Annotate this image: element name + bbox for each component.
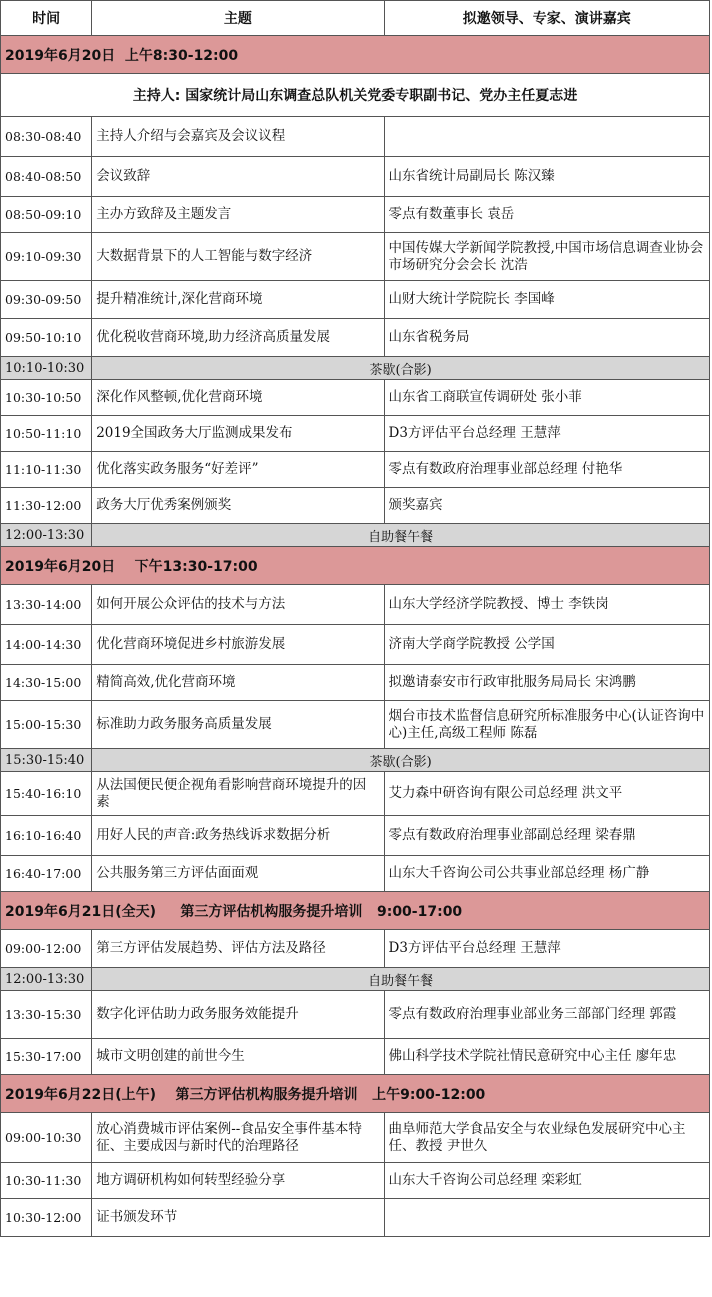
session-time: 08:40-08:50 <box>1 157 92 197</box>
session-speaker: D3方评估平台总经理 王慧萍 <box>384 930 710 968</box>
session-topic: 公共服务第三方评估面面观 <box>92 856 384 892</box>
header-topic: 主题 <box>92 1 384 36</box>
agenda-body <box>1 36 710 1237</box>
host-row <box>1 74 710 117</box>
session-topic: 主持人介绍与会嘉宾及会议议程 <box>92 117 384 157</box>
session-time: 10:30-12:00 <box>1 1199 92 1237</box>
session-speaker: 中国传媒大学新闻学院教授,中国市场信息调查业协会市场研究分会会长 沈浩 <box>384 233 710 281</box>
agenda-row <box>1 930 710 968</box>
session-time: 11:30-12:00 <box>1 488 92 524</box>
session-speaker: 零点有数董事长 袁岳 <box>384 197 710 233</box>
session-speaker: 曲阜师范大学食品安全与农业绿色发展研究中心主任、教授 尹世久 <box>384 1113 710 1163</box>
session-speaker: 济南大学商学院教授 公学国 <box>384 625 710 665</box>
session-topic: 标准助力政务服务高质量发展 <box>92 701 384 749</box>
agenda-row <box>1 416 710 452</box>
session-topic: 精简高效,优化营商环境 <box>92 665 384 701</box>
host-text: 主持人: 国家统计局山东调查总队机关党委专职副书记、党办主任夏志进 <box>1 74 710 117</box>
break-label: 茶歇(合影) <box>92 357 710 380</box>
agenda-row <box>1 197 710 233</box>
session-time: 15:00-15:30 <box>1 701 92 749</box>
session-speaker <box>384 117 710 157</box>
session-topic: 用好人民的声音:政务热线诉求数据分析 <box>92 816 384 856</box>
session-speaker: 颁奖嘉宾 <box>384 488 710 524</box>
break-time: 12:00-13:30 <box>1 524 92 547</box>
session-topic: 2019全国政务大厅监测成果发布 <box>92 416 384 452</box>
session-topic: 如何开展公众评估的技术与方法 <box>92 585 384 625</box>
session-topic: 大数据背景下的人工智能与数字经济 <box>92 233 384 281</box>
session-topic: 优化落实政务服务“好差评” <box>92 452 384 488</box>
session-time: 09:50-10:10 <box>1 319 92 357</box>
agenda-row <box>1 380 710 416</box>
session-speaker: 山东省税务局 <box>384 319 710 357</box>
session-topic: 优化税收营商环境,助力经济高质量发展 <box>92 319 384 357</box>
session-topic: 第三方评估发展趋势、评估方法及路径 <box>92 930 384 968</box>
session-time: 10:30-10:50 <box>1 380 92 416</box>
session-time: 14:00-14:30 <box>1 625 92 665</box>
session-time: 08:30-08:40 <box>1 117 92 157</box>
session-speaker: 佛山科学技术学院社情民意研究中心主任 廖年忠 <box>384 1039 710 1075</box>
break-row <box>1 357 710 380</box>
session-topic: 从法国便民便企视角看影响营商环境提升的因素 <box>92 772 384 816</box>
session-topic: 政务大厅优秀案例颁奖 <box>92 488 384 524</box>
session-time: 10:30-11:30 <box>1 1163 92 1199</box>
agenda-row <box>1 665 710 701</box>
session-speaker: 拟邀请泰安市行政审批服务局局长 宋鸿鹏 <box>384 665 710 701</box>
break-time: 10:10-10:30 <box>1 357 92 380</box>
session-time: 13:30-14:00 <box>1 585 92 625</box>
section-header-row <box>1 547 710 585</box>
break-label: 自助餐午餐 <box>92 524 710 547</box>
agenda-row <box>1 281 710 319</box>
agenda-row <box>1 1163 710 1199</box>
break-time: 12:00-13:30 <box>1 968 92 991</box>
session-topic: 优化营商环境促进乡村旅游发展 <box>92 625 384 665</box>
agenda-row <box>1 816 710 856</box>
section-header-row <box>1 36 710 74</box>
session-speaker: 零点有数政府治理事业部业务三部部门经理 郭霞 <box>384 991 710 1039</box>
section-title: 2019年6月20日 上午8:30-12:00 <box>1 36 710 74</box>
session-speaker: 艾力森中研咨询有限公司总经理 洪文平 <box>384 772 710 816</box>
session-time: 16:10-16:40 <box>1 816 92 856</box>
session-speaker: 山东大学经济学院教授、博士 李铁岗 <box>384 585 710 625</box>
session-topic: 城市文明创建的前世今生 <box>92 1039 384 1075</box>
break-row <box>1 968 710 991</box>
agenda-row <box>1 585 710 625</box>
session-topic: 主办方致辞及主题发言 <box>92 197 384 233</box>
agenda-row <box>1 488 710 524</box>
agenda-row <box>1 856 710 892</box>
session-time: 13:30-15:30 <box>1 991 92 1039</box>
break-row <box>1 749 710 772</box>
session-topic: 放心消费城市评估案例--食品安全事件基本特征、主要成因与新时代的治理路径 <box>92 1113 384 1163</box>
session-time: 09:30-09:50 <box>1 281 92 319</box>
session-speaker: 山东省统计局副局长 陈汉臻 <box>384 157 710 197</box>
session-time: 09:00-12:00 <box>1 930 92 968</box>
agenda-row <box>1 991 710 1039</box>
session-topic: 数字化评估助力政务服务效能提升 <box>92 991 384 1039</box>
session-speaker: 山东大千咨询公司总经理 栾彩虹 <box>384 1163 710 1199</box>
agenda-row <box>1 319 710 357</box>
agenda-row <box>1 1113 710 1163</box>
session-topic: 深化作风整顿,优化营商环境 <box>92 380 384 416</box>
agenda-row <box>1 701 710 749</box>
header-row <box>1 1 710 36</box>
session-time: 16:40-17:00 <box>1 856 92 892</box>
session-speaker: 山东大千咨询公司公共事业部总经理 杨广静 <box>384 856 710 892</box>
session-time: 10:50-11:10 <box>1 416 92 452</box>
header-time: 时间 <box>1 1 92 36</box>
break-time: 15:30-15:40 <box>1 749 92 772</box>
section-header-row <box>1 892 710 930</box>
agenda-row <box>1 117 710 157</box>
session-time: 15:30-17:00 <box>1 1039 92 1075</box>
session-topic: 证书颁发环节 <box>92 1199 384 1237</box>
agenda-row <box>1 233 710 281</box>
section-title: 2019年6月20日 下午13:30-17:00 <box>1 547 710 585</box>
section-title: 2019年6月22日(上午) 第三方评估机构服务提升培训 上午9:00-12:00 <box>1 1075 710 1113</box>
session-time: 14:30-15:00 <box>1 665 92 701</box>
agenda-row <box>1 157 710 197</box>
session-topic: 地方调研机构如何转型经验分享 <box>92 1163 384 1199</box>
session-topic: 提升精准统计,深化营商环境 <box>92 281 384 319</box>
session-time: 09:00-10:30 <box>1 1113 92 1163</box>
session-speaker: 山财大统计学院院长 李国峰 <box>384 281 710 319</box>
session-time: 11:10-11:30 <box>1 452 92 488</box>
break-label: 自助餐午餐 <box>92 968 710 991</box>
section-title: 2019年6月21日(全天) 第三方评估机构服务提升培训 9:00-17:00 <box>1 892 710 930</box>
agenda-row <box>1 1039 710 1075</box>
agenda-row <box>1 1199 710 1237</box>
session-time: 09:10-09:30 <box>1 233 92 281</box>
session-speaker: 零点有数政府治理事业部副总经理 梁春鼎 <box>384 816 710 856</box>
session-topic: 会议致辞 <box>92 157 384 197</box>
agenda-row <box>1 625 710 665</box>
break-label: 茶歇(合影) <box>92 749 710 772</box>
session-speaker: 山东省工商联宣传调研处 张小菲 <box>384 380 710 416</box>
break-row <box>1 524 710 547</box>
agenda-row <box>1 452 710 488</box>
session-speaker: D3方评估平台总经理 王慧萍 <box>384 416 710 452</box>
agenda-row <box>1 772 710 816</box>
session-speaker: 零点有数政府治理事业部总经理 付艳华 <box>384 452 710 488</box>
section-header-row <box>1 1075 710 1113</box>
session-speaker: 烟台市技术监督信息研究所标准服务中心(认证咨询中心)主任,高级工程师 陈磊 <box>384 701 710 749</box>
header-speaker: 拟邀领导、专家、演讲嘉宾 <box>384 1 710 36</box>
session-time: 15:40-16:10 <box>1 772 92 816</box>
session-speaker <box>384 1199 710 1237</box>
session-time: 08:50-09:10 <box>1 197 92 233</box>
